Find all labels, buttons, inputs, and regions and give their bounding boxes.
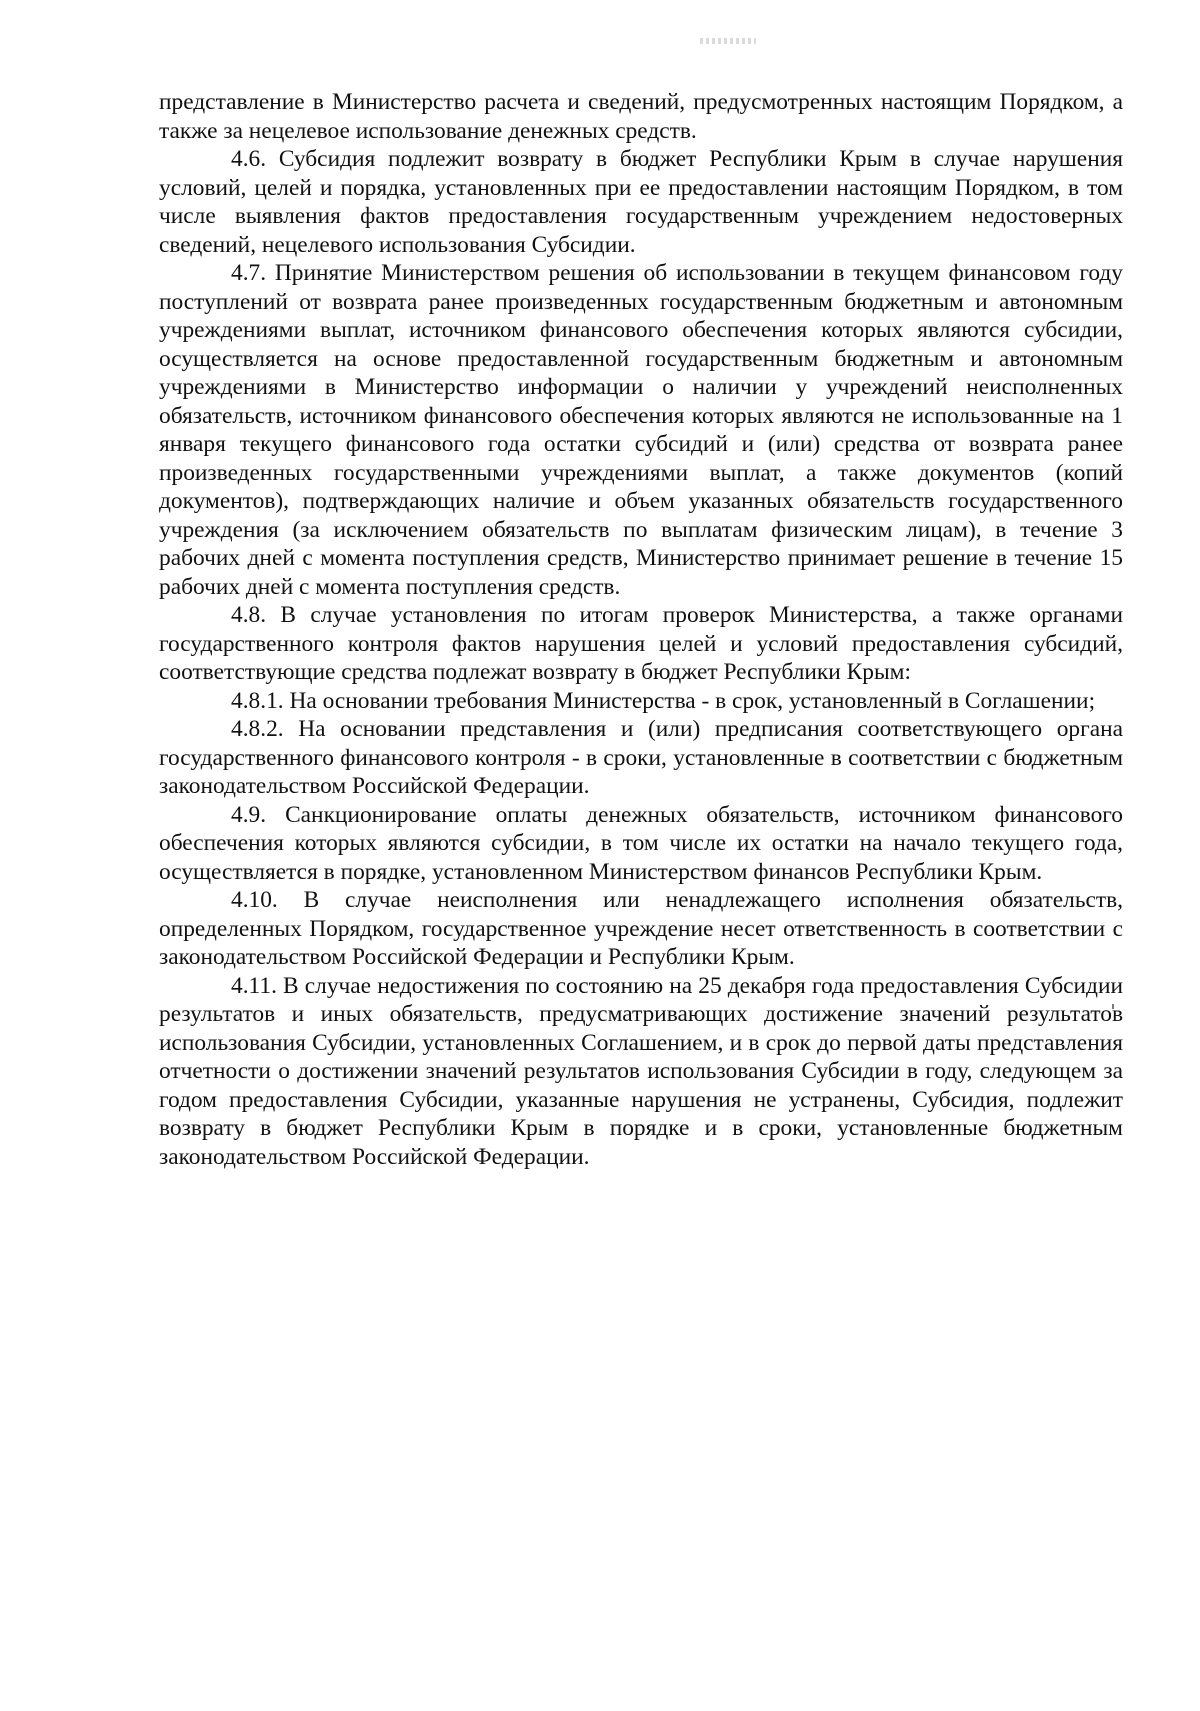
- paragraph-4-10: 4.10. В случае неисполнения или ненадлежащего исполнения обязательств, определенных Порядком, государственное учреждение несет ответственность в соответствии с законодательством Российской Федерации и Республики Крым.: [159, 887, 1123, 970]
- paragraph-4-8-1: 4.8.1. На основании требования Министерства - в срок, установленный в Соглашении;: [231, 687, 1096, 714]
- scan-artifact: [700, 38, 756, 44]
- paragraph-4-9: 4.9. Санкционирование оплаты денежных обязательств, источником финансового обеспечения которых являются субсидии, в том числе их остатки на начало текущего года, осуществляется в порядке, установленном Министерством финансов Республики Крым.: [159, 801, 1123, 885]
- paragraph-4-6: 4.6. Субсидия подлежит возврату в бюджет Республики Крым в случае нарушения условий, целей и порядка, установленных при ее предоставлении настоящим Порядком, в том числе выявления фактов предоставления государственным учреждением недостоверных сведений, нецелевого использования Субсидии.: [159, 146, 1123, 258]
- document-body: [159, 88, 1123, 1171]
- paragraph-4-8-2: 4.8.2. На основании представления и (или) предписания соответствующего органа государственного финансового контроля - в сроки, установленные в соответствии с бюджетным законодательством Российской Федерации.: [159, 716, 1123, 799]
- paragraph-4-7: 4.7. Принятие Министерством решения об использовании в текущем финансовом году поступлений от возврата ранее произведенных государственным бюджетным и автономным учреждениями выплат, источником финансового обеспечения которых являются субсидии, осуществляется на основе предоставленной государственным бюджетным и автономным учреждениями в Министерство информации о наличии у учреждений неисполненных обязательств, источником финансового обеспечения которых являются не использованные на 1 января текущего финансового года остатки субсидий и (или) средства от возврата ранее произведенных государственными учреждениями выплат, а также документов (копий документов), подтверждающих наличие и объем указанных обязательств государственного учреждения (за исключением обязательств по выплатам физическим лицам), в течение 3 рабочих дней с момента поступления средств, Министерство принимает решение в течение 15 рабочих дней с момента поступления средств.: [159, 260, 1123, 600]
- paragraph-4-8: 4.8. В случае установления по итогам проверок Министерства, а также органами государственного контроля фактов нарушения целей и условий предоставления субсидий, соответствующие средства подлежат возврату в бюджет Республики Крым:: [159, 602, 1123, 685]
- paragraph-continuation: представление в Министерство расчета и сведений, предусмотренных настоящим Порядком, а также за нецелевое использование денежных средств.: [159, 89, 1123, 144]
- paragraph-4-11: 4.11. В случае недостижения по состоянию на 25 декабря года предоставления Субсидии результатов и иных обязательств, предусматривающих достижение значений результатов использования Субсидии, установленных Соглашением, и в срок до первой даты представления отчетности о достижении значений результатов использования Субсидии в году, следующем за годом предоставления Субсидии, указанные нарушения не устранены, Субсидия, подлежит возврату в бюджет Республики Крым в порядке и в сроки, установленные бюджетным законодательством Российской Федерации.: [159, 972, 1123, 1170]
